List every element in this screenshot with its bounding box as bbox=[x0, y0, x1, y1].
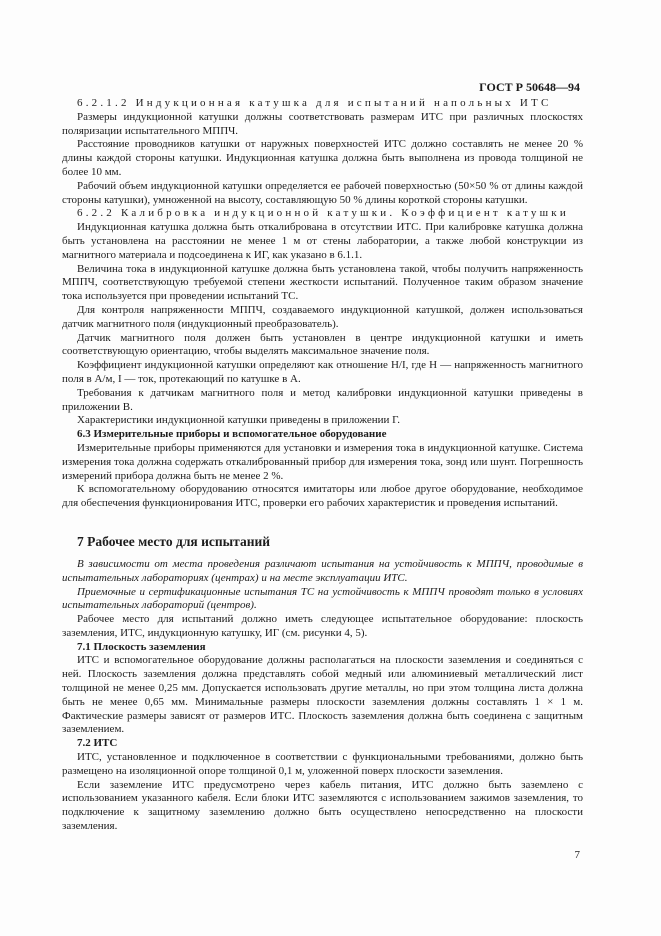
paragraph: Датчик магнитного поля должен быть установлен в центре индукционной катушки и иметь соответствующую ориентацию, чтобы выделять максимальное значение поля. bbox=[62, 331, 583, 358]
subsection-heading: 6.2.2 Калибровка индукционной катушки. Коэффициент катушки bbox=[77, 207, 569, 220]
body-text bbox=[62, 97, 583, 834]
italic-paragraph: Приемочные и сертификационные испытания ТС на устойчивость к МППЧ проводят только в условиях испытательных лабораторий (центров). bbox=[62, 585, 583, 612]
paragraph: Расстояние проводников катушки от наружных поверхностей ИТС должно составлять не менее 20 % длины каждой стороны катушки. Индукционная катушка должна быть выполнена из провода толщиной не более 10 мм. bbox=[62, 138, 583, 178]
section-heading: 7.1 Плоскость заземления bbox=[77, 640, 206, 653]
subsection-heading: 6.2.1.2 Индукционная катушка для испытаний напольных ИТС bbox=[77, 97, 552, 109]
standard-number: ГОСТ Р 50648—94 bbox=[479, 80, 580, 94]
paragraph: Индукционная катушка должна быть откалибрована в отсутствии ИТС. При калибровке катушка должна быть установлена на расстоянии не менее 1 м от стены лаборатории, а также любой конструкции из магнитного материала и подсоединена к ИГ, как указано в 6.1.1. bbox=[62, 221, 583, 261]
paragraph: Для контроля напряженности МППЧ, создаваемого индукционной катушкой, должен использоваться датчик магнитного поля (индукционный преобразователь). bbox=[62, 303, 583, 330]
paragraph: Рабочий объем индукционной катушки определяется ее рабочей поверхностью (50×50 % от длины каждой стороны катушки), умноженной на высоту, составляющую 50 % длины короткой стороны катушки. bbox=[62, 179, 583, 206]
paragraph: Требования к датчикам магнитного поля и метод калибровки индукционной катушки приведены в приложении В. bbox=[62, 386, 583, 413]
page-number: 7 bbox=[574, 849, 580, 861]
paragraph: Величина тока в индукционной катушке должна быть установлена такой, чтобы получить напряженность МППЧ, соответствующую требуемой степени жесткости испытаний. Полученное таким образом значение тока используется при проведении испытаний ТС. bbox=[62, 262, 583, 303]
paragraph: Коэффициент индукционной катушки определяют как отношение H/I, где H — напряженность магнитного поля в А/м, I — ток, протекающий по катушке в А. bbox=[62, 359, 583, 385]
paragraph: Если заземление ИТС предусмотрено через кабель питания, ИТС должно быть заземлено с использованием указанного кабеля. Если блоки ИТС заземляются с использованием зажимов заземления, то подключение к защитному заземлению должно быть осуществлено непосредственно на плоскости заземления. bbox=[62, 778, 583, 833]
paragraph: Рабочее место для испытаний должно иметь следующее испытательное оборудование: плоскость заземления, ИТС, индукционную катушку, ИГ (см. рисунки 4, 5). bbox=[62, 613, 583, 639]
paragraph: ИТС, установленное и подключенное в соответствии с функциональными требованиями, должно быть размещено на изоляционной опоре толщиной 0,1 м, уложенной поверх плоскости заземления. bbox=[62, 751, 583, 777]
italic-paragraph: В зависимости от места проведения различают испытания на устойчивость к МППЧ, проводимые в испытательных лабораториях (центрах) и на месте эксплуатации ИТС. bbox=[62, 557, 583, 584]
paragraph: Размеры индукционной катушки должны соответствовать размерам ИТС при различных плоскостях поляризации испытательного МППЧ. bbox=[62, 110, 583, 137]
section-heading: 7.2 ИТС bbox=[77, 737, 118, 750]
section-heading: 6.3 Измерительные приборы и вспомогательное оборудование bbox=[77, 428, 387, 441]
paragraph: Характеристики индукционной катушки приведены в приложении Г. bbox=[77, 414, 401, 427]
paragraph: ИТС и вспомогательное оборудование должны располагаться на плоскости заземления и соединяться с ней. Плоскость заземления должна представлять собой медный или алюминиевый металлический лист толщиной не менее 0,25 мм. Допускается использовать другие металлы, но при этом толщина листа должна быть не менее 0,65 мм. Минимальные размеры плоскости заземления должны составлять 1 × 1 м. Фактические размеры зависят от размеров ИТС. Плоскость заземления должна быть соединена с защитным заземлением. bbox=[62, 654, 583, 736]
chapter-heading: 7 Рабочее место для испытаний bbox=[77, 533, 271, 549]
paragraph: К вспомогательному оборудованию относятся имитаторы или любое другое оборудование, необходимое для обеспечения функционирования ИТС, проверки его рабочих характеристик и проведения испытаний. bbox=[62, 483, 583, 510]
paragraph: Измерительные приборы применяются для установки и измерения тока в индукционной катушке. Система измерения тока должна содержать откалиброванный прибор для измерения тока, зонд или шунт. Погрешность измерений прибора должна быть не менее 2 %. bbox=[62, 441, 583, 482]
